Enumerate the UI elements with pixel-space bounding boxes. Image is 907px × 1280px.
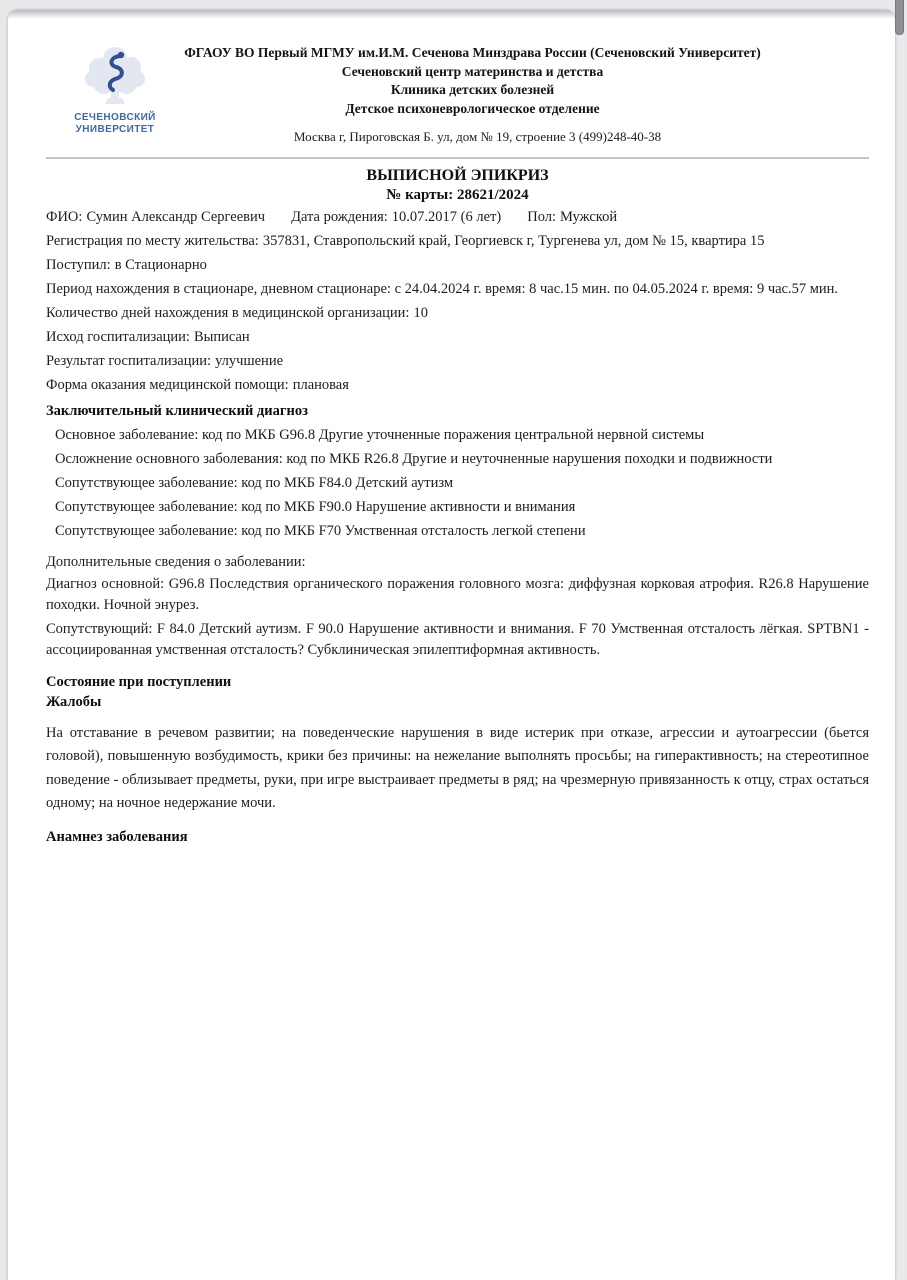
logo-caption-line2: УНИВЕРСИТЕТ xyxy=(75,124,155,135)
org-line: ФГАОУ ВО Первый МГМУ им.И.М. Сеченова Минздрава России (Сеченовский Университет) xyxy=(184,45,761,60)
fio-label: ФИО: xyxy=(46,209,83,225)
paragraph-main-diagnosis: Диагноз основной: G96.8 Последствия органического поражения головного мозга: диффузная корковая атрофия. R26.8 Нарушение походки. Ночной энурез. xyxy=(46,575,869,613)
outcome-value: Выписан xyxy=(193,329,250,345)
paragraph-complaints: На отставание в речевом развитии; на поведенческие нарушения в виде истерик при отказе, агрессии и аутоагрессии (бьется головой), повышенную возбудимость, крики без причины: на нежелание выполнять просьбы; на гиперактивность; на стереотипное поведение - облизывает предметы, руки, при игре выстраивает предметы в ряд; на чрезмерную привязанность к отцу, страх остаться одному; на ночное недержание мочи. xyxy=(46,724,869,811)
field-stay-days xyxy=(46,306,869,321)
field-stay-period: Период нахождения в стационаре, дневном стационаре: с 24.04.2024 г. время: 8 час.15 мин. по 04.05.2024 г. время: 9 час.57 мин. xyxy=(46,281,839,297)
diagnosis-item-complication: Осложнение основного заболевания: код по МКБ R26.8 Другие и неуточненные нарушения походки и подвижности xyxy=(55,451,773,467)
address-line: Москва г, Пироговская Б. ул, дом № 19, строение 3 (499)248-40-38 xyxy=(293,129,662,144)
field-fio-row xyxy=(46,210,869,225)
org-line: Сеченовский центр материнства и детства xyxy=(341,63,604,79)
additional-info-heading: Дополнительные сведения о заболевании: xyxy=(46,553,306,570)
section-heading-complaints: Жалобы xyxy=(46,693,102,710)
dob-label: Дата рождения: xyxy=(291,209,388,225)
field-registration xyxy=(46,234,869,249)
field-admitted xyxy=(46,258,869,273)
result-value: улучшение xyxy=(215,353,284,369)
document-content xyxy=(8,10,895,845)
admitted-value: в Стационарно xyxy=(114,257,207,273)
diagnosis-item-concomitant-3: Сопутствующее заболевание: код по МКБ F70 Умственная отсталость легкой степени xyxy=(55,523,586,539)
care-form-value: плановая xyxy=(292,377,349,393)
scrollbar-thumb[interactable] xyxy=(895,0,904,35)
sex-value: Мужской xyxy=(560,209,618,225)
fio-value: Сумин Александр Сергеевич xyxy=(86,209,266,225)
registration-value: 357831, Ставропольский край, Георгиевск г, Тургенева ул, дом № 15, квартира 15 xyxy=(262,233,765,249)
registration-label: Регистрация по месту жительства: xyxy=(46,233,259,249)
logo-caption-line1: СЕЧЕНОВСКИЙ xyxy=(74,112,156,123)
diagnosis-item-main: Основное заболевание: код по МКБ G96.8 Другие уточненные поражения центральной нервной системы xyxy=(55,427,705,443)
dob-value: 10.07.2017 (6 лет) xyxy=(391,209,502,225)
care-form-label: Форма оказания медицинской помощи: xyxy=(46,377,289,393)
org-line: Детское психоневрологическое отделение xyxy=(345,100,600,116)
section-heading-anamnesis: Анамнез заболевания xyxy=(46,828,188,845)
field-result xyxy=(46,354,869,369)
university-logo xyxy=(54,46,176,136)
field-fio xyxy=(46,209,265,225)
org-line: Клиника детских болезней xyxy=(390,82,555,97)
sex-label: Пол: xyxy=(527,209,557,225)
section-heading-admission-state: Состояние при поступлении xyxy=(46,673,232,690)
card-number: № карты: 28621/2024 xyxy=(386,187,529,203)
admitted-label: Поступил: xyxy=(46,257,111,273)
diagnosis-item-concomitant-2: Сопутствующее заболевание: код по МКБ F90.0 Нарушение активности и внимания xyxy=(55,499,576,515)
letterhead xyxy=(46,44,869,148)
stay-days-label: Количество дней нахождения в медицинской организации: xyxy=(46,305,410,321)
page-title: ВЫПИСНОЙ ЭПИКРИЗ xyxy=(366,167,549,184)
diagnosis-item-concomitant-1: Сопутствующее заболевание: код по МКБ F84.0 Детский аутизм xyxy=(55,475,454,491)
document-page xyxy=(8,10,895,1280)
field-outcome xyxy=(46,330,869,345)
result-label: Результат госпитализации: xyxy=(46,353,212,369)
header-divider xyxy=(46,157,869,159)
field-dob xyxy=(291,209,501,225)
sechenov-tree-logo-icon xyxy=(54,46,176,110)
field-sex xyxy=(527,209,617,225)
paragraph-concomitant: Сопутствующий: F 84.0 Детский аутизм. F 90.0 Нарушение активности и внимания. F 70 Умственная отсталость лёгкая. SPTBN1 - ассоциированная умственная отсталость? Субклиническая эпилептиформная активность. xyxy=(46,620,869,658)
section-heading-final-diagnosis: Заключительный клинический диагноз xyxy=(46,402,308,419)
outcome-label: Исход госпитализации: xyxy=(46,329,190,345)
field-care-form xyxy=(46,378,869,393)
stay-days-value: 10 xyxy=(413,305,428,321)
